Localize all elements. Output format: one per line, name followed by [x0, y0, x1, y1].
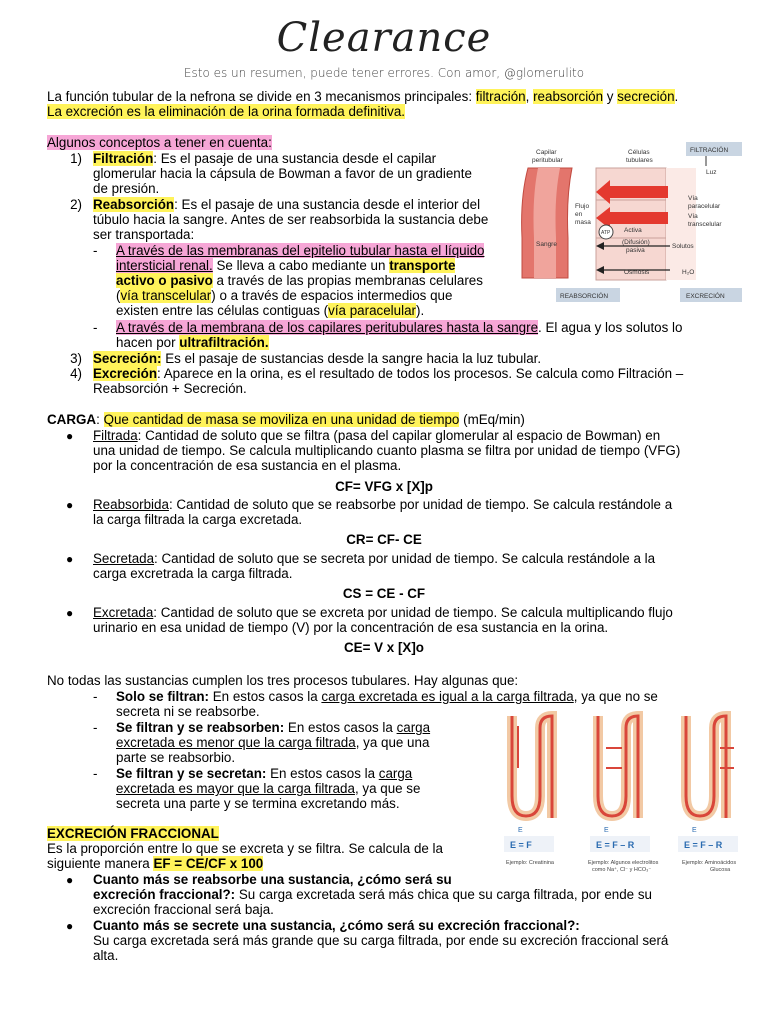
- excrecion-line-1: Excreción: Aparece en la orina, es el resultado de todos los procesos. Se calcula como Filtración –: [93, 366, 684, 381]
- fractional-line-1: Es la proporción entre lo que se excreta y se filtra. Se calcula de la: [47, 841, 443, 856]
- label-via-para-2: paracelular: [688, 203, 721, 210]
- example-2b: como Na⁺, Cl⁻ y HCO₃⁻: [592, 867, 652, 873]
- fractional-heading: EXCRECIÓN FRACCIONAL: [47, 826, 219, 841]
- reabsorbida-line-2: la carga filtrada la carga excretada.: [93, 512, 303, 527]
- label-capilar: Capilar: [536, 149, 557, 156]
- equation-3: E = F – R: [684, 840, 723, 850]
- p1-line-1: Solo se filtran: En estos casos la carga excretada es igual a la carga filtrada, ya que no se: [116, 689, 658, 704]
- transport-a-line-3: activo o pasivo a través de las propias membranas celulares: [116, 273, 483, 288]
- excretada-line-2: urinario en esa unidad de tiempo (V) por la concentración de esa sustancia en la orina.: [93, 620, 609, 635]
- formula-cf: CF= VFG x [X]p: [335, 479, 433, 494]
- carga-heading: CARGA: Que cantidad de masa se moviliza en una unidad de tiempo (mEq/min): [47, 412, 525, 427]
- formula-ce: CE= V x [X]o: [344, 640, 424, 655]
- p3-line-1: Se filtran y se secretan: En estos casos la carga: [116, 766, 413, 781]
- nephron-comparison-diagram: [498, 708, 750, 878]
- label-peritubular: peritubular: [532, 157, 563, 164]
- label-tubulares: tubulares: [626, 157, 653, 164]
- dash-b: -: [93, 320, 98, 335]
- label-excrecion-box: EXCRECIÓN: [686, 293, 725, 300]
- item-number-4: 4): [70, 366, 82, 381]
- example-1: Ejemplo: Creatinina: [506, 860, 554, 866]
- nephron-filtered-only: [504, 716, 554, 852]
- bullet-q1: ●: [66, 873, 74, 887]
- label-difusion: (Difusión): [622, 239, 650, 246]
- label-sangre: Sangre: [536, 241, 557, 248]
- bullet-secretada: ●: [66, 552, 74, 566]
- p3-line-2: excretada es mayor que la carga filtrada, ya que se: [116, 781, 421, 796]
- reabsorcion-line-1: Reabsorción: Es el pasaje de una sustancia desde el interior del: [93, 197, 481, 212]
- p2-line-1: Se filtran y se reabsorben: En estos casos la carga: [116, 720, 431, 735]
- p2-line-2: excretada es menor que la carga filtrada, ya que una: [116, 735, 430, 750]
- secrecion-line: Secreción: Es el pasaje de sustancias desde la sangre hacia la luz tubular.: [93, 351, 542, 366]
- label-reabsorcion-box: REABSORCIÓN: [560, 293, 609, 300]
- p3-line-3: secreta una parte y se termina excretando más.: [116, 796, 400, 811]
- bullet-q2: ●: [66, 919, 74, 933]
- filtrada-line-1: Filtrada: Cantidad de soluto que se filtra (pasa del capilar glomerular al espacio de Bowman) en: [93, 428, 661, 443]
- label-filtracion-box: FILTRACIÓN: [690, 147, 729, 154]
- label-solutos: Solutos: [672, 243, 694, 250]
- label-osmosis: Osmosis: [624, 269, 650, 276]
- label-flujo: Flujo: [575, 203, 590, 210]
- q1-line-2: excreción fraccional?: Su carga excretada será más chica que su carga filtrada, por ende su: [93, 887, 652, 902]
- q2-line-1: Cuanto más se secrete una sustancia, ¿cómo será su excreción fraccional?:: [93, 918, 580, 933]
- page-title: Clearance: [276, 15, 492, 61]
- secretada-line-1: Secretada: Cantidad de soluto que se secreta por unidad de tiempo. Se calcula restándole a la: [93, 551, 656, 566]
- label-luz: Luz: [706, 169, 717, 176]
- transport-b-line-1: A través de la membrana de los capilares peritubulares hasta la sangre. El agua y los solutos lo: [116, 320, 683, 335]
- label-via-para-1: Vía: [688, 195, 698, 202]
- excretada-line-1: Excretada: Cantidad de soluto que se excreta por unidad de tiempo. Se calcula multiplicando flujo: [93, 605, 673, 620]
- secretada-line-2: carga excretrada la carga filtrada.: [93, 566, 293, 581]
- item-number-2: 2): [70, 197, 82, 212]
- processes-intro: No todas las sustancias cumplen los tres procesos tubulares. Hay algunas que:: [47, 673, 519, 688]
- dash-p2: -: [93, 720, 98, 735]
- e-label-3: E: [692, 827, 697, 834]
- equation-2: E = F – R: [596, 840, 635, 850]
- dash-p1: -: [93, 689, 98, 704]
- example-3b: Glucosa: [710, 867, 731, 873]
- formula-cs: CS = CE - CF: [342, 586, 426, 601]
- label-celulas: Células: [628, 149, 650, 156]
- filtracion-line-3: de presión.: [93, 181, 160, 196]
- intro-line-1: La función tubular de la nefrona se divide en 3 mecanismos principales: filtración, reabsorción y secreción.: [47, 89, 679, 104]
- label-via-trans-2: transcelular: [688, 221, 722, 228]
- transport-b-line-2: hacen por ultrafiltración.: [116, 335, 269, 350]
- filtracion-line-1: Filtración: Es el pasaje de una sustancia desde el capilar: [93, 151, 437, 166]
- excrecion-line-2: Reabsorción + Secreción.: [93, 381, 247, 396]
- q1-line-1: Cuanto más se reabsorbe una sustancia, ¿cómo será su: [93, 872, 452, 887]
- transport-a-line-4: (vía transcelular) o a través de espacios intermedios que: [116, 288, 453, 303]
- transport-a-line-5: existen entre las células contiguas (vía paracelular).: [116, 303, 425, 318]
- bullet-excretada: ●: [66, 606, 74, 620]
- label-en: en: [575, 211, 583, 218]
- q2-line-2: Su carga excretada será más grande que su carga filtrada, por ende su excreción fraccional será: [93, 933, 669, 948]
- item-number-1: 1): [70, 151, 82, 166]
- item-number-3: 3): [70, 351, 82, 366]
- bullet-reabsorbida: ●: [66, 498, 74, 512]
- transport-a-line-1: A través de las membranas del epitelio tubular hasta el líquido: [116, 243, 485, 258]
- example-2a: Ejemplo: Algunos electrolitos: [588, 860, 659, 866]
- filtrada-line-2: una unidad de tiempo. Se calcula multiplicando cuanto plasma se filtra por unidad de tiempo (VFG): [93, 443, 681, 458]
- dash-p3: -: [93, 766, 98, 781]
- bullet-filtrada: ●: [66, 429, 74, 443]
- label-via-trans-1: Vía: [688, 213, 698, 220]
- q1-line-3: excreción fraccional será baja.: [93, 902, 274, 917]
- reabsorcion-line-2: túbulo hacia la sangre. Antes de ser reabsorbida la sustancia debe: [93, 212, 489, 227]
- example-3a: Ejemplo: Aminoácidos: [682, 860, 737, 866]
- label-atp: ATP: [601, 230, 611, 236]
- transport-a-line-2: intersticial renal. Se lleva a cabo mediante un transporte: [116, 258, 456, 273]
- filtrada-line-3: por la concentración de esa sustancia en el plasma.: [93, 458, 402, 473]
- page-subtitle: Esto es un resumen, puede tener errores. Con amor, @glomerulito: [183, 66, 585, 80]
- dash-a: -: [93, 243, 98, 258]
- e-label-1: E: [518, 827, 523, 834]
- formula-cr: CR= CF- CE: [346, 532, 422, 547]
- equation-1: E = F: [510, 840, 532, 850]
- reabsorbida-line-1: Reabsorbida: Cantidad de soluto que se reabsorbe por unidad de tiempo. Se calcula restándole a: [93, 497, 673, 512]
- reabsorcion-line-3: ser transportada:: [93, 227, 195, 242]
- label-masa: masa: [575, 219, 591, 226]
- nephron-filtered-reabsorbed: [590, 716, 650, 852]
- label-h2o: H₂O: [682, 269, 695, 276]
- label-activa: Activa: [624, 227, 642, 234]
- p2-line-3: parte se reabsorbio.: [116, 750, 236, 765]
- e-label-2: E: [604, 827, 609, 834]
- nephron-filtered-secreted: [678, 716, 738, 852]
- tubular-transport-diagram: [500, 138, 745, 310]
- concepts-heading: Algunos conceptos a tener en cuenta:: [47, 135, 272, 150]
- q2-line-3: alta.: [93, 948, 119, 963]
- label-pasiva: pasiva: [626, 247, 645, 254]
- filtracion-line-2: glomerular hacia la cápsula de Bowman a favor de un gradiente: [93, 166, 472, 181]
- p1-line-2: secreta ni se reabsorbe.: [116, 704, 260, 719]
- fractional-line-2: siguiente manera EF = CE/CF x 100: [47, 856, 264, 871]
- intro-line-2: La excreción es la eliminación de la orina formada definitiva.: [47, 104, 406, 119]
